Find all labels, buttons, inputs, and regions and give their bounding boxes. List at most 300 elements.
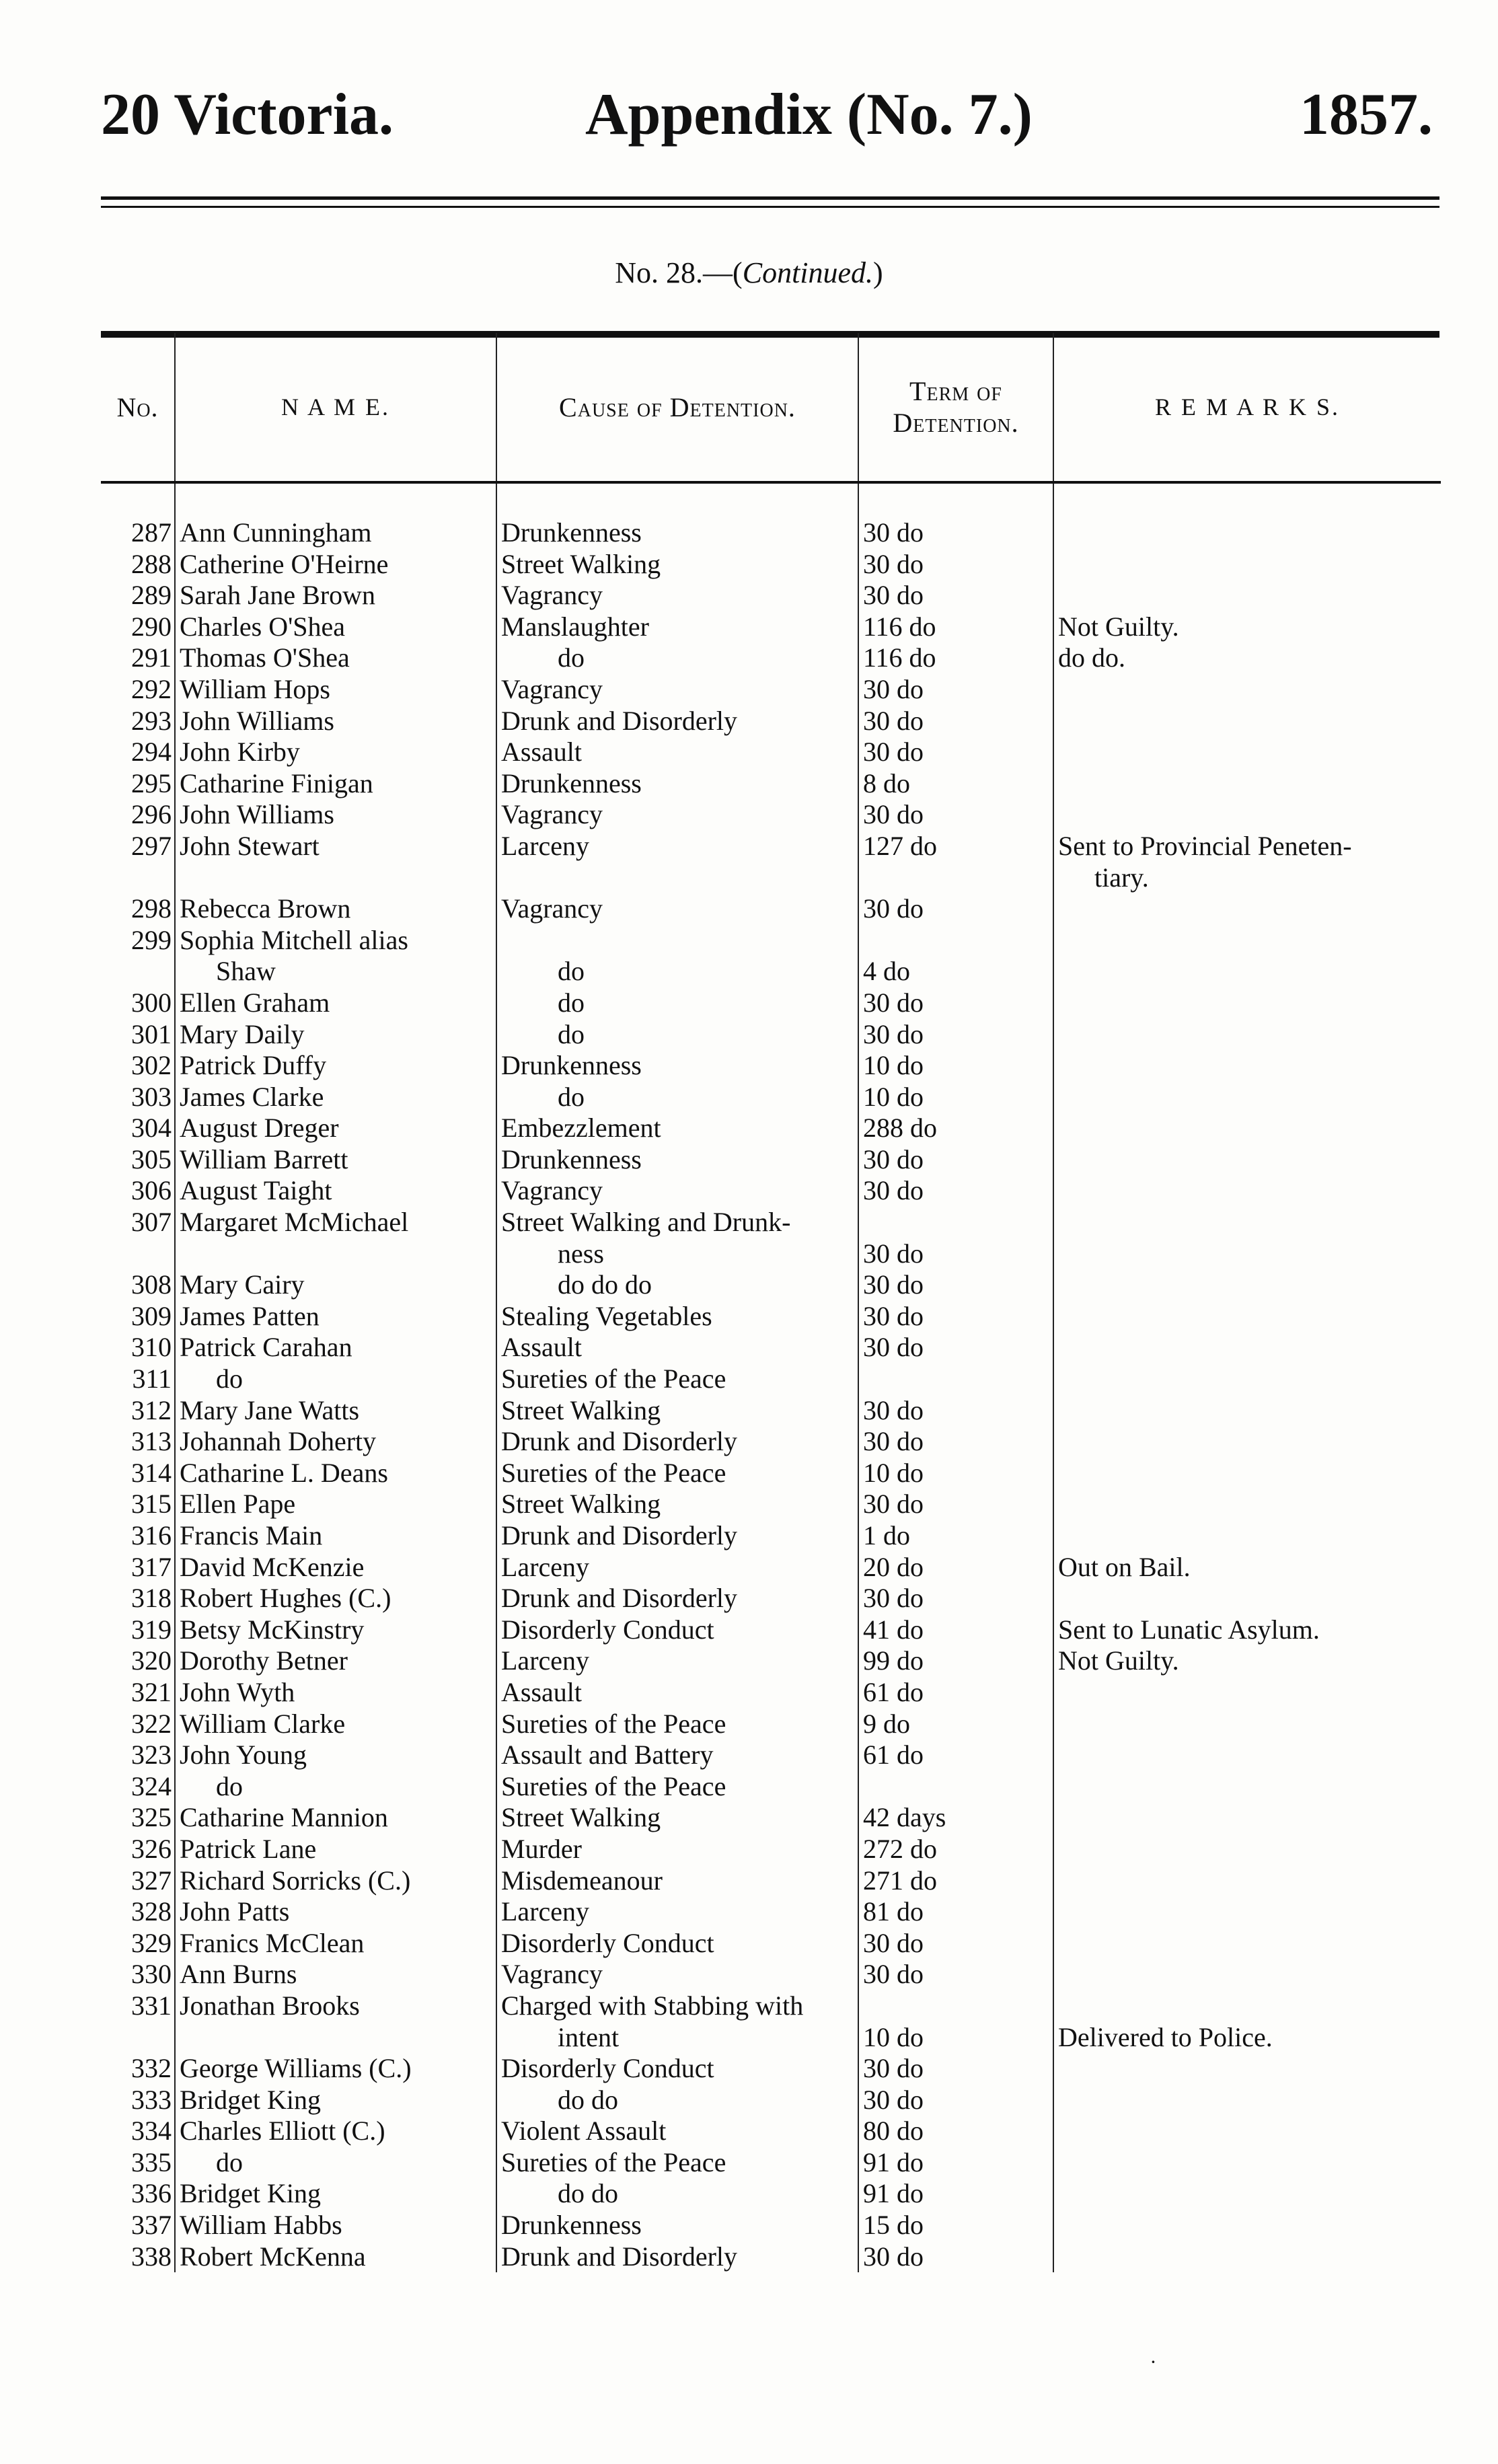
cell-term: 30 do [858,1332,1053,1364]
cell-cause: Drunk and Disorderly [496,1520,858,1552]
cell-remarks [1053,2085,1441,2116]
cell-no: 313 [131,1426,172,1457]
cell-cause: Drunkenness [496,1144,858,1176]
cell-name: Ellen Pape [175,1489,496,1520]
cell-name [175,1238,496,1270]
table-row [101,580,1441,611]
cell-cause: intent [496,2022,858,2054]
cell-no: 318 [131,1583,172,1614]
cell-no: 312 [131,1394,172,1425]
cell-no: 338 [131,2241,172,2272]
cell-term: 10 do [858,1082,1053,1113]
table-row [101,1865,1441,1897]
cell-cause: Assault [496,1677,858,1709]
table-row [101,2241,1441,2273]
cell-name [175,862,496,894]
header-appendix: Appendix (No. 7.) [585,82,1033,147]
header-rule-top [101,196,1439,200]
cell-cause: do [496,1019,858,1051]
col-header-name: N A M E. [175,333,496,482]
cell-remarks [1053,799,1441,831]
cell-no: 314 [131,1457,172,1488]
cell-no: 315 [131,1489,172,1520]
cell-name: Sophia Mitchell alias [175,925,496,957]
table-row [101,1645,1441,1677]
cell-cause: Street Walking [496,549,858,581]
cell-term [858,1364,1053,1395]
cell-cause: Disorderly Conduct [496,2053,858,2085]
cell-remarks [1053,1426,1441,1458]
cell-remarks [1053,956,1441,987]
cell-cause: Assault [496,1332,858,1364]
cell-no [101,1238,175,1270]
cell-no: 304 [131,1113,172,1144]
cell-cause: Street Walking [496,1489,858,1520]
cell-term: 30 do [858,737,1053,768]
table-row [101,2116,1441,2147]
table-row [101,768,1441,800]
cell-remarks [1053,2241,1441,2273]
cell-cause: Sureties of the Peace [496,1458,858,1489]
cell-term [858,925,1053,957]
table-row [101,674,1441,706]
cell-cause: Vagrancy [496,1175,858,1207]
cell-cause: Vagrancy [496,893,858,925]
table-row [101,549,1441,581]
cell-name: Patrick Lane [175,1834,496,1865]
cell-name: George Williams (C.) [175,2053,496,2085]
cell-no: 300 [131,987,172,1018]
cell-cause: Murder [496,1834,858,1865]
cell-name: August Dreger [175,1113,496,1144]
cell-remarks [1053,1364,1441,1395]
cell-term: 91 do [858,2178,1053,2210]
cell-cause: Sureties of the Peace [496,1709,858,1740]
cell-cause: Street Walking and Drunk- [496,1207,858,1238]
cell-name: August Taight [175,1175,496,1207]
cell-cause: Disorderly Conduct [496,1614,858,1646]
cell-term: 288 do [858,1113,1053,1144]
cell-remarks [1053,925,1441,957]
cell-name: Mary Cairy [175,1269,496,1301]
cell-no: 297 [131,830,172,861]
cell-term: 30 do [858,1269,1053,1301]
cell-cause: ness [496,1238,858,1270]
cell-remarks [1053,1865,1441,1897]
cell-name: John Williams [175,706,496,737]
cell-name: Charles O'Shea [175,611,496,643]
table-row [101,1520,1441,1552]
cell-name: John Williams [175,799,496,831]
cell-term: 30 do [858,482,1053,549]
table-row [101,1990,1441,2022]
cell-name: Shaw [175,956,496,987]
cell-cause: Sureties of the Peace [496,2147,858,2179]
table-row [101,611,1441,643]
cell-term: 30 do [858,1144,1053,1176]
table-row [101,642,1441,674]
cell-no: 296 [131,799,172,830]
cell-cause: do do [496,2085,858,2116]
cell-remarks [1053,1520,1441,1552]
cell-remarks: Sent to Lunatic Asylum. [1053,1614,1441,1646]
cell-term: 30 do [858,1583,1053,1614]
cell-cause: Charged with Stabbing with [496,1990,858,2022]
cell-cause: Larceny [496,1645,858,1677]
cell-name: Ann Burns [175,1959,496,1990]
cell-name: Richard Sorricks (C.) [175,1865,496,1897]
cell-cause: Assault [496,737,858,768]
cell-term: 99 do [858,1645,1053,1677]
cell-name: Jonathan Brooks [175,1990,496,2022]
cell-name: Franics McClean [175,1928,496,1959]
cell-cause: Violent Assault [496,2116,858,2147]
cell-name: Bridget King [175,2085,496,2116]
cell-no: 290 [131,611,172,642]
cell-name: Johannah Doherty [175,1426,496,1458]
table-row [101,1458,1441,1489]
cell-name: Rebecca Brown [175,893,496,925]
table-row [101,1364,1441,1395]
cell-no: 336 [131,2178,172,2209]
cell-remarks [1053,1019,1441,1051]
cell-no: 289 [131,580,172,611]
cell-cause: Assault and Battery [496,1740,858,1771]
cell-cause: Vagrancy [496,580,858,611]
cell-cause: do do do [496,1269,858,1301]
cell-name: John Stewart [175,831,496,862]
cell-no: 335 [131,2146,172,2177]
cell-term: 127 do [858,831,1053,862]
table-title-prefix: No. 28.—( [615,256,743,289]
cell-term: 20 do [858,1552,1053,1583]
table-title-continued: Continued. [742,256,874,289]
cell-name: Catharine Mannion [175,1802,496,1834]
cell-term: 91 do [858,2147,1053,2179]
cell-remarks [1053,1709,1441,1740]
cell-name: Robert McKenna [175,2241,496,2273]
cell-cause: Drunk and Disorderly [496,1426,858,1458]
cell-remarks: tiary. [1053,862,1441,894]
cell-no: 331 [131,1990,172,2021]
cell-name: Robert Hughes (C.) [175,1583,496,1614]
cell-name: Sarah Jane Brown [175,580,496,611]
cell-remarks [1053,1771,1441,1803]
table-row [101,1301,1441,1333]
cell-remarks [1053,1269,1441,1301]
cell-term: 81 do [858,1896,1053,1928]
table-row [101,1207,1441,1238]
cell-term: 30 do [858,1019,1053,1051]
cell-remarks: Not Guilty. [1053,1645,1441,1677]
table-row [101,737,1441,768]
cell-term: 61 do [858,1677,1053,1709]
cell-term: 30 do [858,1301,1053,1333]
cell-remarks [1053,482,1441,549]
cell-term: 30 do [858,987,1053,1019]
cell-no: 301 [131,1018,172,1049]
cell-remarks: Out on Bail. [1053,1552,1441,1583]
cell-no: 333 [131,2084,172,2115]
cell-remarks [1053,1990,1441,2022]
cell-term: 30 do [858,1489,1053,1520]
cell-term: 80 do [858,2116,1053,2147]
cell-no: 288 [131,548,172,579]
cell-remarks [1053,987,1441,1019]
cell-no: 303 [131,1081,172,1112]
cell-no: 322 [131,1708,172,1739]
cell-term: 1 do [858,1520,1053,1552]
table-row [101,1583,1441,1614]
table-row [101,799,1441,831]
cell-cause: do [496,642,858,674]
cell-no: 326 [131,1833,172,1864]
cell-name: John Young [175,1740,496,1771]
cell-term: 30 do [858,1928,1053,1959]
page-header [101,81,1439,155]
cell-term: 30 do [858,1426,1053,1458]
table-row [101,2147,1441,2179]
cell-name: do [175,2147,496,2179]
cell-remarks [1053,1802,1441,1834]
cell-remarks [1053,893,1441,925]
cell-no: 305 [131,1144,172,1174]
table-row [101,1019,1441,1051]
cell-name: John Wyth [175,1677,496,1709]
cell-remarks [1053,1489,1441,1520]
cell-term [858,1771,1053,1803]
cell-term: 4 do [858,956,1053,987]
cell-remarks [1053,1583,1441,1614]
cell-term: 30 do [858,1238,1053,1270]
cell-remarks [1053,1959,1441,1990]
cell-cause: Larceny [496,831,858,862]
cell-no: 307 [131,1207,172,1238]
cell-cause: Sureties of the Peace [496,1771,858,1803]
cell-name: William Habbs [175,2210,496,2241]
cell-term [858,862,1053,894]
cell-remarks [1053,1928,1441,1959]
cell-name: do [175,1771,496,1803]
cell-remarks [1053,1395,1441,1427]
cell-name: Mary Jane Watts [175,1395,496,1427]
cell-cause: Vagrancy [496,799,858,831]
table-row [101,831,1441,862]
cell-remarks [1053,2116,1441,2147]
cell-name: William Hops [175,674,496,706]
table-row [101,925,1441,957]
cell-cause [496,862,858,894]
cell-name: John Kirby [175,737,496,768]
cell-no: 292 [131,673,172,704]
cell-cause: do [496,1082,858,1113]
cell-name [175,2022,496,2054]
cell-cause: Drunk and Disorderly [496,706,858,737]
table-row [101,1896,1441,1928]
table-row [101,1771,1441,1803]
cell-term: 9 do [858,1709,1053,1740]
cell-no: 309 [131,1300,172,1331]
cell-no: 298 [131,893,172,924]
cell-cause: Embezzlement [496,1113,858,1144]
table-row [101,1113,1441,1144]
cell-no: 321 [131,1676,172,1707]
cell-no: 327 [131,1865,172,1896]
cell-cause: Drunkenness [496,2210,858,2241]
table-row [101,1238,1441,1270]
cell-remarks [1053,706,1441,737]
cell-cause: Vagrancy [496,674,858,706]
cell-remarks: Sent to Provincial Peneten- [1053,831,1441,862]
cell-name: Charles Elliott (C.) [175,2116,496,2147]
cell-remarks [1053,1896,1441,1928]
table-row [101,706,1441,737]
cell-no: 295 [131,768,172,798]
cell-remarks [1053,1834,1441,1865]
table-row [101,1269,1441,1301]
cell-name: Dorothy Betner [175,1645,496,1677]
cell-cause: Drunkenness [496,482,858,549]
table-title-suffix: ) [873,256,883,289]
cell-name: James Clarke [175,1082,496,1113]
cell-name: William Barrett [175,1144,496,1176]
cell-remarks [1053,674,1441,706]
col-header-remarks: R E M A R K S. [1053,333,1441,482]
cell-no: 332 [131,2053,172,2084]
col-header-term-line1: Term of [909,376,1002,406]
header-year: 1857. [1300,82,1433,147]
cell-cause: Drunkenness [496,1050,858,1082]
cell-term: 272 do [858,1834,1053,1865]
cell-cause: Drunk and Disorderly [496,2241,858,2273]
table-row [101,482,1441,549]
table-row [101,2178,1441,2210]
col-header-term [858,333,1053,482]
table-row [101,1082,1441,1113]
table-row [101,1395,1441,1427]
cell-name: Patrick Carahan [175,1332,496,1364]
cell-no: 323 [131,1740,172,1770]
cell-name: Catharine Finigan [175,768,496,800]
table-row [101,1959,1441,1990]
cell-cause: Larceny [496,1552,858,1583]
cell-cause: do [496,956,858,987]
cell-remarks [1053,1113,1441,1144]
col-header-no: No. [101,333,175,482]
cell-cause: Larceny [496,1896,858,1928]
cell-no: 328 [131,1896,172,1927]
cell-term: 30 do [858,1395,1053,1427]
table-row [101,893,1441,925]
cell-remarks [1053,1144,1441,1176]
cell-no: 302 [131,1050,172,1081]
cell-name: Catharine L. Deans [175,1458,496,1489]
cell-term: 30 do [858,1175,1053,1207]
table-row [101,1144,1441,1176]
cell-no: 287 [131,517,172,548]
cell-term [858,1207,1053,1238]
cell-cause: Misdemeanour [496,1865,858,1897]
table-row [101,1740,1441,1771]
cell-name: Catherine O'Heirne [175,549,496,581]
cell-remarks [1053,1175,1441,1207]
cell-term: 15 do [858,2210,1053,2241]
detention-table [101,333,1441,2272]
cell-no: 330 [131,1959,172,1990]
cell-no: 291 [131,642,172,673]
cell-cause [496,925,858,957]
cell-name: William Clarke [175,1709,496,1740]
cell-term: 30 do [858,549,1053,581]
cell-cause: Manslaughter [496,611,858,643]
table-row [101,1614,1441,1646]
cell-term: 30 do [858,799,1053,831]
col-header-cause: Cause of Detention. [496,333,858,482]
cell-name: Ann Cunningham [175,482,496,549]
table-row [101,1709,1441,1740]
cell-cause: Stealing Vegetables [496,1301,858,1333]
cell-term: 30 do [858,2085,1053,2116]
cell-remarks [1053,580,1441,611]
cell-no [101,862,175,894]
cell-cause: do [496,987,858,1019]
table-row [101,1489,1441,1520]
cell-no: 310 [131,1332,172,1363]
cell-no: 317 [131,1551,172,1582]
cell-term: 271 do [858,1865,1053,1897]
table-row [101,1834,1441,1865]
cell-cause: Disorderly Conduct [496,1928,858,1959]
table-row [101,987,1441,1019]
cell-term: 10 do [858,1458,1053,1489]
cell-term: 116 do [858,642,1053,674]
cell-name: Betsy McKinstry [175,1614,496,1646]
cell-cause: Street Walking [496,1395,858,1427]
cell-no: 306 [131,1175,172,1206]
cell-name: Patrick Duffy [175,1050,496,1082]
cell-term: 30 do [858,674,1053,706]
cell-term: 116 do [858,611,1053,643]
cell-remarks [1053,1301,1441,1333]
cell-no: 316 [131,1520,172,1551]
cell-cause: do do [496,2178,858,2210]
cell-no: 334 [131,2116,172,2146]
cell-remarks: Delivered to Police. [1053,2022,1441,2054]
cell-name: John Patts [175,1896,496,1928]
cell-remarks [1053,1458,1441,1489]
cell-term: 61 do [858,1740,1053,1771]
cell-remarks: Not Guilty. [1053,611,1441,643]
table-row [101,1050,1441,1082]
table-row [101,1677,1441,1709]
cell-term: 10 do [858,2022,1053,2054]
cell-name: Mary Daily [175,1019,496,1051]
table-row [101,2210,1441,2241]
cell-cause: Sureties of the Peace [496,1364,858,1395]
cell-term: 30 do [858,2053,1053,2085]
cell-remarks [1053,2053,1441,2085]
cell-no: 311 [132,1364,172,1394]
cell-remarks [1053,1082,1441,1113]
table-row [101,862,1441,894]
table-row [101,1802,1441,1834]
cell-no [101,2022,175,2054]
cell-remarks [1053,2147,1441,2179]
table-row [101,2053,1441,2085]
cell-term: 8 do [858,768,1053,800]
cell-remarks [1053,1050,1441,1082]
cell-cause: Drunk and Disorderly [496,1583,858,1614]
